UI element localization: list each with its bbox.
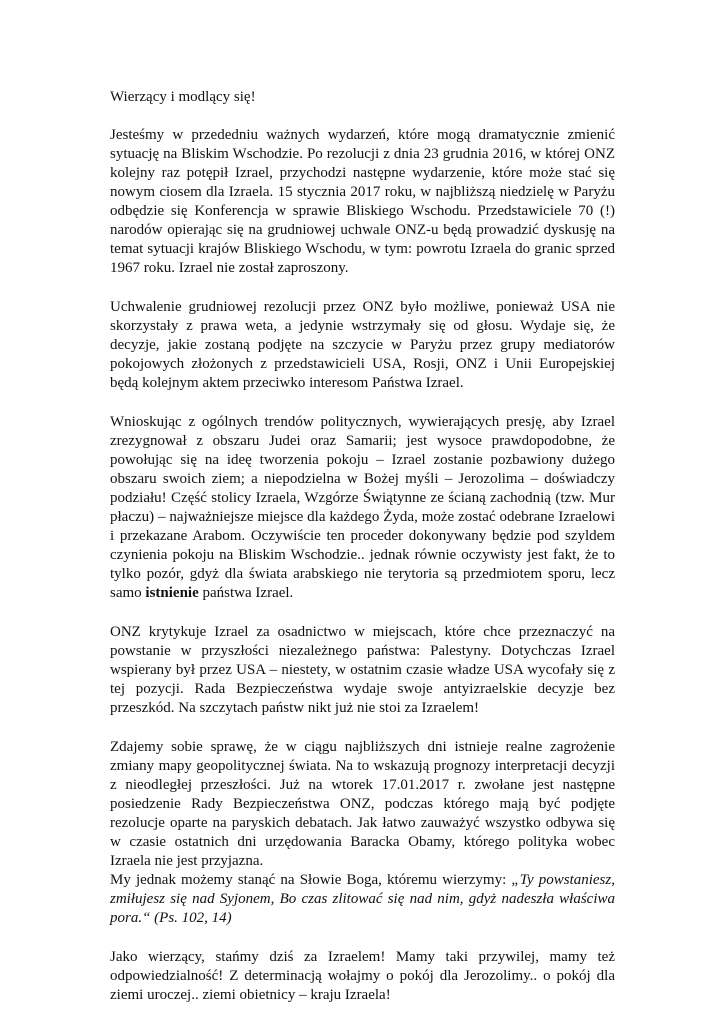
document-page bbox=[110, 88, 615, 1025]
paragraph-7: Jako wierzący, stańmy dziś za Izraelem! Mamy taki przywilej, mamy też odpowiedzialność! Z determinacją wołajmy o pokój dla Jerozolimy.. o pokój dla ziemi uroczej.. ziemi obietnicy – kraju Izraela! bbox=[110, 949, 615, 1003]
paragraph-3-text-after: państwa Izrael. bbox=[198, 585, 294, 601]
greeting: Wierzący i modlący się! bbox=[110, 89, 256, 105]
paragraph-6-text: My jednak możemy stanąć na Słowie Boga, któremu wierzymy: bbox=[110, 872, 512, 888]
paragraph-3-text-before: Wnioskując z ogólnych trendów politycznych, wywierających presję, aby Izrael zrezygnował z obszaru Judei oraz Samarii; jest wysoce prawdopodobne, że powołując się na ideę tworzenia pokoju – Izrael zostanie pozbawiony dużego obszaru swoich ziem; a niepodzielna w Bożej myśli – Jerozolima – doświadczy podziału! Część stolicy Izraela, Wzgórze Świątynne ze ścianą zachodnią (tzw. Mur płaczu) – najważniejsze miejsce dla każdego Żyda, może zostać odebrane Izraelowi i przekazane Arabom. Oczywiście ten proceder dokonywany będzie pod szyldem czynienia pokoju na Bliskim Wschodzie.. jednak równie oczywisty jest fakt, że to tylko pozór, gdyż dla świata arabskiego nie terytoria są przedmiotem sporu, lecz samo bbox=[110, 414, 615, 601]
paragraph-3 bbox=[110, 413, 615, 603]
scripture-quote: „Ty powstaniesz, zmiłujesz się nad Syjonem, Bo czas zlitować się nad nim, gdyż nadeszła właściwa pora.“ (Ps. 102, 14) bbox=[110, 872, 615, 926]
paragraph-6 bbox=[110, 871, 615, 928]
paragraph-2: Uchwalenie grudniowej rezolucji przez ONZ było możliwe, ponieważ USA nie skorzystały z prawa weta, a jedynie wstrzymały się od głosu. Wydaje się, że decyzje, jakie zostaną podjęte na szczycie w Paryżu przez grupy mediatorów pokojowych złożonych z przedstawicieli USA, Rosji, ONZ i Unii Europejskiej będą kolejnym aktem przeciwko interesom Państwa Izrael. bbox=[110, 299, 615, 391]
emphasis-istnienie: istnienie bbox=[145, 585, 199, 601]
paragraph-1: Jesteśmy w przededniu ważnych wydarzeń, które mogą dramatycznie zmienić sytuację na Bliskim Wschodzie. Po rezolucji z dnia 23 grudnia 2016, w której ONZ kolejny raz potępił Izrael, przychodzi następne wydarzenie, które może stać się nowym ciosem dla Izraela. 15 stycznia 2017 roku, w najbliższą niedzielę w Paryżu odbędzie się Konferencja w sprawie Bliskiego Wschodu. Przedstawiciele 70 (!) narodów opierając się na grudniowej uchwale ONZ-u będą prowadzić dyskusję na temat sytuacji krajów Bliskiego Wschodu, w tym: powrotu Izraela do granic sprzed 1967 roku. Izrael nie został zaproszony. bbox=[110, 127, 615, 276]
paragraph-5: Zdajemy sobie sprawę, że w ciągu najbliższych dni istnieje realne zagrożenie zmiany mapy geopolitycznej świata. Na to wskazują prognozy interpretacji decyzji z nieodległej przeszłości. Już na wtorek 17.01.2017 r. zwołane jest następne posiedzenie Rady Bezpieczeństwa ONZ, podczas którego mają być podjęte rezolucje oparte na paryskich debatach. Jak łatwo zauważyć wszystko odbywa się w czasie ostatnich dni urzędowania Baracka Obamy, którego polityka wobec Izraela nie jest przyjazna. bbox=[110, 739, 615, 869]
paragraph-4: ONZ krytykuje Izrael za osadnictwo w miejscach, które chce przeznaczyć na powstanie w przyszłości niezależnego państwa: Palestyny. Dotychczas Izrael wspierany był przez USA – niestety, w ostatnim czasie władze USA wycofały się z tej pozycji. Rada Bezpieczeństwa wydaje swoje antyizraelskie decyzje bez przeszkód. Na szczytach państw nikt już nie stoi za Izraelem! bbox=[110, 624, 615, 716]
